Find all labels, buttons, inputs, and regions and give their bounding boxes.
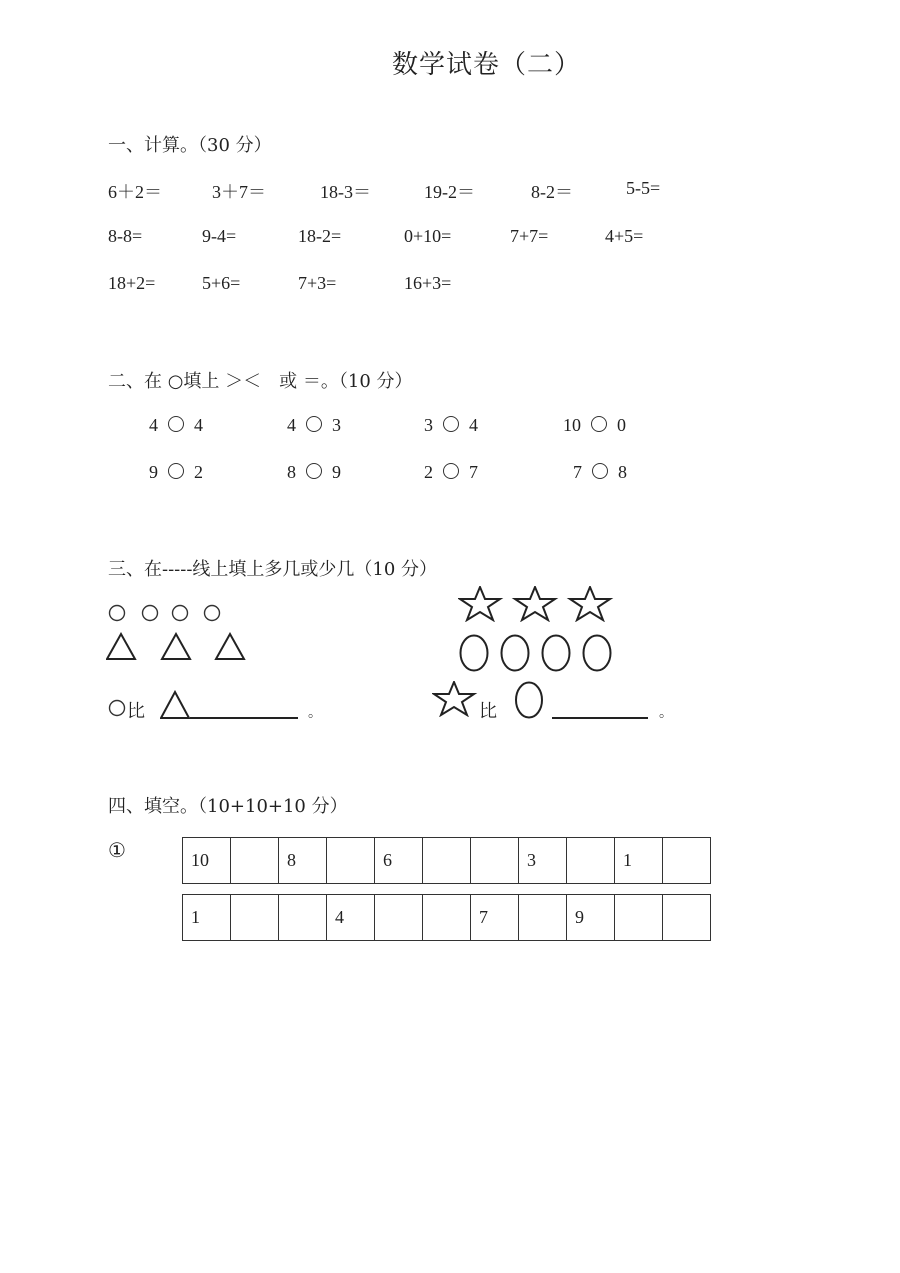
sequence-blank-cell[interactable]	[663, 838, 711, 884]
sequence-blank-cell[interactable]	[231, 838, 279, 884]
answer-circle-icon[interactable]	[443, 463, 459, 479]
expr-1-4: 19-2＝	[424, 182, 475, 202]
sequence-blank-cell[interactable]	[663, 895, 711, 941]
star-icon	[515, 587, 555, 620]
sequence-blank-cell[interactable]	[519, 895, 567, 941]
triangle-icon	[107, 634, 135, 659]
compare-left: 2	[424, 462, 433, 482]
compare-1-3	[424, 415, 478, 436]
circle-icon	[110, 606, 125, 621]
answer-circle-icon[interactable]	[592, 463, 608, 479]
compare-left: 8	[287, 462, 296, 482]
expr-2-2: 9-4=	[202, 226, 237, 246]
number-sequence-row-2	[182, 894, 711, 941]
sequence-blank-cell[interactable]	[615, 895, 663, 941]
period: 。	[659, 705, 673, 721]
compare-right: 4	[194, 415, 203, 435]
sequence-cell: 9	[567, 895, 615, 941]
expr-1-5: 8-2＝	[531, 182, 573, 202]
compare-2-3	[424, 462, 478, 483]
answer-circle-icon[interactable]	[168, 463, 184, 479]
expr-2-6: 4+5=	[605, 226, 644, 246]
stars-row	[458, 586, 618, 622]
answer-blank[interactable]	[552, 717, 648, 719]
sequence-blank-cell[interactable]	[423, 838, 471, 884]
sequence-blank-cell[interactable]	[423, 895, 471, 941]
compare-left: 4	[149, 415, 158, 435]
section-1-heading: 一、计算。（30 分）	[108, 135, 272, 156]
triangles-row	[106, 632, 251, 662]
item-marker: ①	[108, 838, 126, 862]
answer-circle-icon[interactable]	[443, 416, 459, 432]
sequence-cell: 4	[327, 895, 375, 941]
answer-circle-icon[interactable]	[168, 416, 184, 432]
star-icon	[570, 587, 610, 620]
expr-2-3: 18-2=	[298, 226, 342, 246]
compare-word: 比	[127, 701, 145, 722]
oval-icon	[584, 636, 611, 671]
compare-right: 0	[617, 415, 626, 435]
expr-2-4: 0+10=	[404, 226, 452, 246]
expr-3-4: 16+3=	[404, 273, 452, 293]
circle-icon	[108, 698, 126, 718]
circle-icon	[173, 606, 188, 621]
compare-left: 4	[287, 415, 296, 435]
compare-left: 7	[573, 462, 582, 482]
compare-right: 3	[332, 415, 341, 435]
compare-right: 8	[618, 462, 627, 482]
expr-3-3: 7+3=	[298, 273, 337, 293]
section-2-heading: 二、在 ○填上 ＞＜ 或 ＝。（10 分）	[108, 371, 413, 392]
expr-3-2: 5+6=	[202, 273, 241, 293]
answer-blank[interactable]	[190, 717, 298, 719]
sequence-cell: 3	[519, 838, 567, 884]
compare-left: 3	[424, 415, 433, 435]
sequence-blank-cell[interactable]	[471, 838, 519, 884]
circles-row	[108, 603, 228, 623]
answer-circle-icon[interactable]	[306, 463, 322, 479]
oval-icon	[514, 681, 546, 721]
section-3-heading: 三、在-----线上填上多几或少几（10 分）	[108, 559, 438, 580]
compare-2-4	[573, 462, 627, 483]
sequence-cell: 1	[615, 838, 663, 884]
expr-3-1: 18+2=	[108, 273, 156, 293]
compare-right: 7	[469, 462, 478, 482]
sequence-blank-cell[interactable]	[375, 895, 423, 941]
star-icon	[432, 681, 478, 717]
sequence-cell: 8	[279, 838, 327, 884]
oval-icon	[461, 636, 488, 671]
sequence-cell: 10	[183, 838, 231, 884]
sequence-cell: 7	[471, 895, 519, 941]
compare-2-1	[149, 462, 203, 483]
triangle-icon	[160, 690, 192, 720]
ovals-row	[458, 633, 618, 673]
circle-icon	[205, 606, 220, 621]
answer-circle-icon[interactable]	[306, 416, 322, 432]
expr-1-6: 5-5=	[626, 178, 661, 198]
compare-2-2	[287, 462, 341, 483]
circle-icon	[143, 606, 158, 621]
star-icon	[460, 587, 500, 620]
page-title: 数学试卷（二）	[392, 50, 582, 80]
compare-right: 2	[194, 462, 203, 482]
expr-2-1: 8-8=	[108, 226, 143, 246]
section-4-heading: 四、填空。（10+10+10 分）	[108, 796, 348, 817]
sequence-blank-cell[interactable]	[231, 895, 279, 941]
oval-icon	[502, 636, 529, 671]
compare-right: 4	[469, 415, 478, 435]
sequence-blank-cell[interactable]	[327, 838, 375, 884]
number-sequence-row-1	[182, 837, 711, 884]
sequence-blank-cell[interactable]	[567, 838, 615, 884]
compare-right: 9	[332, 462, 341, 482]
sequence-cell: 6	[375, 838, 423, 884]
compare-left: 10	[563, 415, 581, 435]
triangle-icon	[162, 634, 190, 659]
sequence-blank-cell[interactable]	[279, 895, 327, 941]
period: 。	[308, 705, 322, 721]
compare-1-4	[563, 415, 626, 436]
compare-word: 比	[479, 701, 497, 722]
compare-1-1	[149, 415, 203, 436]
expr-2-5: 7+7=	[510, 226, 549, 246]
expr-1-1: 6＋2＝	[108, 182, 162, 202]
compare-left: 9	[149, 462, 158, 482]
oval-icon	[543, 636, 570, 671]
compare-1-2	[287, 415, 341, 436]
triangle-icon	[216, 634, 244, 659]
expr-1-3: 18-3＝	[320, 182, 371, 202]
sequence-cell: 1	[183, 895, 231, 941]
answer-circle-icon[interactable]	[591, 416, 607, 432]
expr-1-2: 3＋7＝	[212, 182, 266, 202]
